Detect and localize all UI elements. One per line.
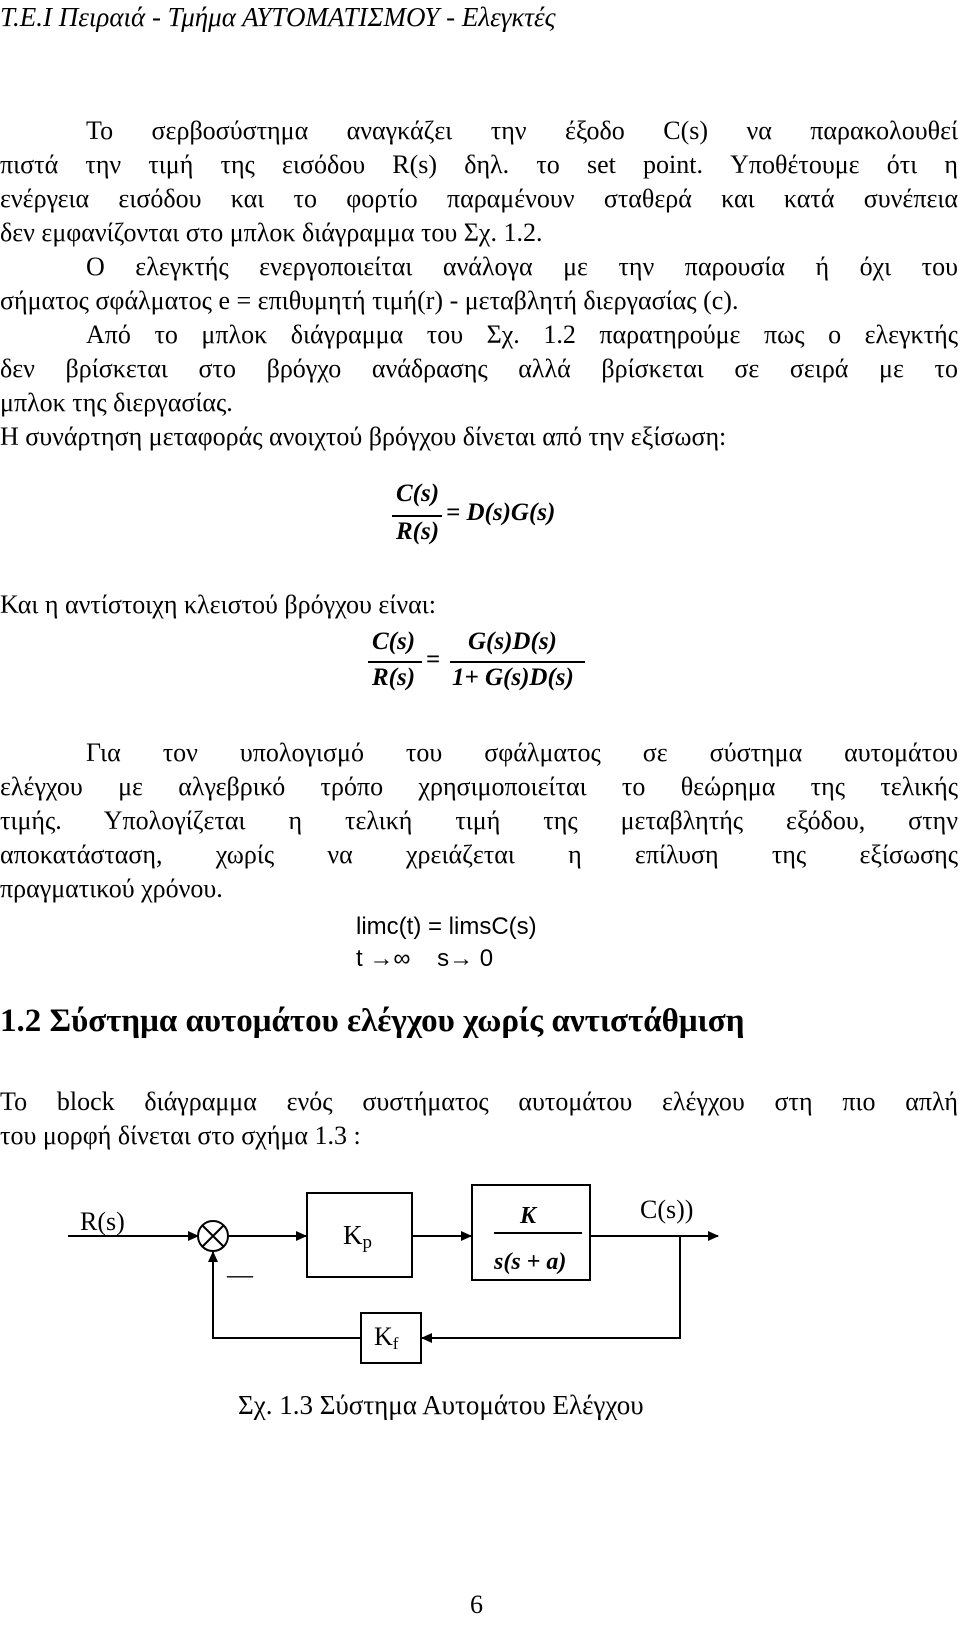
text-line: Το block διάγραμμα ενός συστήματος αυτομάτου ελέγχου στη πιο απλή: [0, 1087, 958, 1116]
plant-denominator: s(s + a): [494, 1249, 567, 1275]
text-line: Για τον υπολογισμό του σφάλματος σε σύστημα αυτομάτου: [86, 738, 958, 767]
eq1-numerator: C(s): [396, 480, 440, 507]
figure-caption: Σχ. 1.3 Σύστημα Αυτομάτου Ελέγχου: [238, 1390, 644, 1420]
eq1-rhs: = D(s)G(s): [446, 499, 556, 526]
running-header: Τ.Ε.Ι Πειραιά - Τμήμα ΑΥΤΟΜΑΤΙΣΜΟΥ - Ελεγκτές: [0, 2, 556, 32]
text-line: ελέγχου με αλγεβρικό τρόπο χρησιμοποιείται το θεώρημα της τελικής: [0, 772, 958, 801]
text-line: πραγματικού χρόνου.: [0, 874, 223, 903]
text-line: τιμής. Υπολογίζεται η τελική τιμή της μεταβλητής εξόδου, στην: [0, 806, 958, 835]
eq2-right-fraction-bar: [450, 661, 585, 663]
eq2-left-denominator: R(s): [372, 664, 416, 691]
kp-block: [307, 1193, 412, 1277]
output-label: C(s)): [640, 1195, 694, 1224]
eq2-left-numerator: C(s): [372, 628, 416, 655]
paragraph-closed-loop: [0, 588, 958, 622]
text-line: του μορφή δίνεται στο σχήμα 1.3 :: [0, 1121, 361, 1150]
text-line: αποκατάσταση, χωρίς να χρειάζεται η επίλυση της εξίσωσης: [0, 840, 958, 869]
text-line: Ο ελεγκτής ενεργοποιείται ανάλογα με την παρουσία ή όχι του: [86, 252, 958, 281]
limit-line-1: limc(t) = limsC(s): [356, 913, 537, 940]
text-line: δεν εμφανίζονται στο μπλοκ διάγραμμα του Σχ. 1.2.: [0, 218, 543, 247]
text-line: δεν βρίσκεται στο βρόγχο ανάδρασης αλλά βρίσκεται σε σειρά με το: [0, 354, 958, 383]
eq2-right-denominator: 1+ G(s)D(s): [452, 664, 574, 691]
paragraph-controller: [0, 250, 958, 318]
summing-junction: [198, 1221, 228, 1251]
kf-label: Kf: [374, 1322, 399, 1353]
kf-block: [361, 1313, 421, 1363]
paragraph-open-loop: [0, 420, 958, 454]
paragraph-servo: [0, 114, 958, 250]
eq2-equals: =: [426, 646, 441, 673]
page-number: 6: [470, 1590, 483, 1619]
text-line: Η συνάρτηση μεταφοράς ανοιχτού βρόγχου δίνεται από την εξίσωση:: [0, 422, 727, 451]
feedback-path-left: [213, 1252, 361, 1338]
text-line: ενέργεια εισόδου και το φορτίο παραμένουν σταθερά και κατά συνέπεια: [0, 184, 958, 213]
input-label: R(s): [80, 1207, 125, 1236]
text-line: μπλοκ της διεργασίας.: [0, 388, 233, 417]
eq1-denominator: R(s): [396, 518, 440, 545]
paragraph-final-value: [0, 736, 958, 906]
text-line: Από το μπλοκ διάγραμμα του Σχ. 1.2 παρατηρούμε πως ο ελεγκτής: [86, 320, 958, 349]
text-line: Το σερβοσύστημα αναγκάζει την έξοδο C(s) να παρακολουθεί: [86, 116, 958, 145]
paragraph-figure-intro: [0, 1085, 958, 1153]
plant-block: [472, 1185, 590, 1280]
section-title: 1.2 Σύστημα αυτομάτου ελέγχου χωρίς αντιστάθμιση: [0, 1003, 745, 1039]
kp-label: Kp: [343, 1220, 372, 1253]
text-line: Και η αντίστοιχη κλειστού βρόγχου είναι:: [0, 590, 436, 619]
plant-numerator: K: [520, 1203, 537, 1229]
paragraph-block-diagram: [0, 318, 958, 420]
feedback-path-right: [422, 1236, 680, 1338]
eq2-left-fraction-bar: [368, 661, 422, 663]
text-line: σήματος σφάλματος e = επιθυμητή τιμή(r) - μεταβλητή διεργασίας (c).: [0, 286, 739, 315]
minus-sign: —: [227, 1260, 253, 1289]
eq2-right-numerator: G(s)D(s): [468, 628, 557, 655]
eq1-fraction-bar: [392, 515, 442, 517]
text-line: πιστά την τιμή της εισόδου R(s) δηλ. το set point. Υποθέτουμε ότι η: [0, 150, 958, 179]
limit-line-2: t →∞ s→ 0: [356, 945, 494, 972]
